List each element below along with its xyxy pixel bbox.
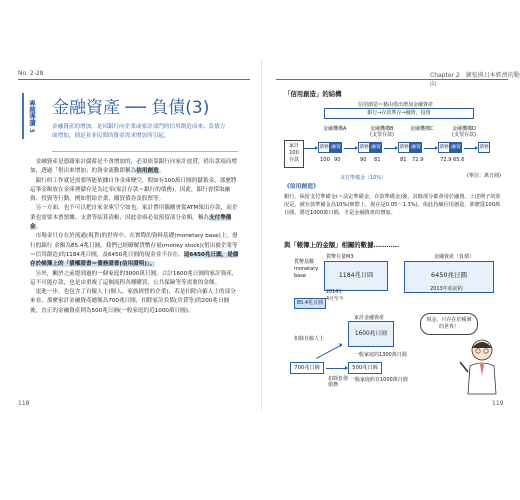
paragraph-tail: 。 — [35, 224, 42, 231]
flow-arrow — [304, 148, 316, 149]
section1-title: 「信用創造」的結構 — [284, 90, 342, 98]
body-text — [30, 158, 240, 316]
base-label: 貨幣基數 monetary base — [294, 259, 319, 279]
page-title: 金融資產 ── 負債(3) — [52, 98, 210, 118]
flow-arrow — [464, 148, 476, 149]
stage-box-c-loan: 融資 — [410, 142, 422, 153]
deduct1-label: 扣除自僱人士 — [294, 336, 325, 342]
deduct2-label: 扣除負債 債務 — [328, 376, 349, 388]
diagram1-top-label: 信用創造＝藉由借出增加金融資產 — [358, 102, 434, 108]
reserve-label: 支付準備金（10%） — [340, 175, 387, 181]
header-rule — [276, 79, 508, 80]
m3-label: 貨幣存量M3 — [326, 254, 354, 260]
stage-value: 90 — [334, 157, 341, 163]
stage-value: 81 — [374, 157, 381, 163]
paragraph-text: 銀行的工作就是需要所能依據自身金庫變空，假如有100萬日圓的儲蓄金，那麼將這筆金額放在金庫裡儲存是為比率(家計存款＝銀行的債務)，因此，銀行會採取融資、投資等行動，例如借給企業、購買債券及股票等。 — [30, 177, 237, 203]
header-rule — [18, 79, 250, 80]
flow-arrow — [326, 368, 346, 369]
page-header-right: Chapter 2 擴張與日本經濟的動向 — [430, 72, 520, 88]
paragraph-text: 市場金只存在於流通(現貨)的世界中。在實際的資料基礎(monetary base)上，發行的銀行 金額為85.4兆日圓，我們已經瞭解貨幣存量(money stock)(借出被企業等＝信用創造)的1184兆日圓，及6450兆日圓的現金並不存在。 — [30, 233, 238, 258]
stage-box-d-loan: 融資 — [450, 142, 462, 153]
presenter-illustration — [458, 336, 508, 396]
divider — [52, 151, 238, 152]
highlighted-term: 這6450兆日圓，是儲存於帳簿上的「債權證書＝債務證書(信用證明)」。 — [30, 251, 239, 268]
page-number-right: 119 — [492, 400, 504, 407]
note-text: 銀行，保留支付準備金(＝法定準備金，存款準備金)後，其餘部分都會用於融資。上述例子的狀況是，被存款準備金為10%(實際上，現在是0.05～1.3%)，依此持續信用創造，那麼從100萬日圓，將近1000萬日圓，才是金融資產的增加。 — [284, 194, 501, 217]
paragraph-text: 另外，關於之前提到過的一個家庭的3000萬日圓，合計1600兆日圓的家計資產，這不可能存款，也是由重複了這個流程各種購買、公共保險等等需要的金額。 — [30, 270, 238, 286]
flow-arrow — [384, 148, 396, 149]
highlighted-term: 支付準備金 — [30, 214, 232, 231]
flow-arrow — [316, 345, 341, 359]
stage-box-b-deposit: 債務 — [358, 142, 370, 153]
household-asset-label: 家計金融資產 — [354, 315, 385, 321]
paragraph-text: 另一方面，也不可以把自家金庫空空如也。家計費用偶爾會從ATM領出存款，而企業也需要本票票據、支票等結算清帳，因此金庫必須預留部分金額，稱為 — [30, 205, 238, 221]
stage-box-b-loan: 融資 — [370, 142, 382, 153]
finance-value: 6450兆日圓 — [430, 271, 468, 279]
stage-value: 72.9 — [412, 157, 424, 163]
body-paragraph — [30, 158, 240, 177]
institution-label-b: 金融機構B — [370, 126, 394, 132]
diagram1-flow-label: 銀行→存款準存→融資，投資 — [324, 108, 474, 119]
stage-value: 100 — [320, 157, 330, 163]
finance-label: 金融資產（負債） — [434, 254, 475, 260]
page-header-left: No. 2-28 — [18, 70, 44, 77]
stage-value: 72.9 — [440, 157, 452, 163]
stage-value: 65.6 — [453, 157, 465, 163]
side-tag: 專題導讀 3 — [22, 93, 38, 139]
m3-box: 1184兆日圓 — [324, 261, 388, 291]
institution-sublabel-d: (支票存款) — [452, 132, 476, 138]
base-date: 2014年 4月至今 — [326, 290, 344, 302]
stage-value: 90 — [360, 157, 367, 163]
intro-text: 金融資產的增加，是因銀行向企業或家計部門的信用創造而來；負債方面增加，則是並非民間的資金需求增加所引起。 — [52, 124, 226, 139]
institution-sublabel-b: (支票存款) — [370, 132, 394, 138]
speech-bubble: 現金，只存在於帳簿的世界！ — [420, 313, 478, 335]
body-paragraph — [30, 232, 240, 269]
v500-box: 500兆日圓 — [348, 362, 382, 374]
stage-value: 81 — [400, 157, 407, 163]
household-box — [284, 140, 304, 168]
base-box: 85.4兆日圓 — [294, 298, 326, 309]
body-paragraph — [30, 270, 240, 289]
body-paragraph — [30, 204, 240, 232]
v700-box: 700兆日圓 — [290, 362, 324, 374]
stage-box-c-deposit: 債務 — [398, 142, 410, 153]
body-paragraph — [30, 288, 240, 316]
stage-box-a-loan: 融資 — [330, 142, 342, 153]
household-asset-box: 1600兆日圓 — [348, 321, 394, 347]
note-title: 《信用創造》 — [284, 184, 319, 190]
paragraph-text: 金融資產是憑藉家計儲蓄是不會增加的，必須依靠銀行向家計放貸，借出款項而增加，透過「借出來增加」的資金流動即稱為 — [30, 159, 237, 175]
page-number-left: 118 — [18, 400, 30, 407]
deduct1-note: 一般家庭的1300萬日圓 — [354, 352, 407, 358]
highlighted-term: 信用創造 — [136, 168, 159, 175]
stage-box-e-deposit: 債務 — [478, 142, 490, 153]
paragraph-tail: 。 — [158, 168, 165, 175]
institution-label-c: 金融機構C — [410, 126, 434, 132]
unit-label: (單位：萬日圓) — [467, 173, 501, 179]
stage-box-d-deposit: 債務 — [438, 142, 450, 153]
household-label: 家計 — [288, 143, 299, 149]
institution-label-d: 金融機構D — [452, 126, 476, 132]
body-paragraph — [30, 177, 240, 205]
stage-box-a-deposit: 債務 — [318, 142, 330, 153]
right-page — [262, 0, 520, 500]
household-value: 100 存款 — [288, 150, 299, 163]
flow-arrow — [424, 148, 436, 149]
flow-arrow — [344, 148, 356, 149]
institution-label-a: 金融機構A — [323, 126, 347, 132]
paragraph-text: 更進一步，也包含了自僱人士(個人、家族經營的企業)，若是扣除自僱人士的部分來看，那麼家計金融資產總額為700兆日圓，扣除家計負債(房貸等)的200兆日圓後，直正的金融資產則為500兆日圓(一般家庭約近1000萬日圓)。 — [30, 289, 236, 314]
finance-date: 2013年底前約 — [430, 286, 463, 292]
section2-title: 與「帳簿上的金額」相關的數據………… — [284, 241, 400, 249]
deduct2-note: 一般家庭約有1000萬日圓 — [350, 377, 408, 383]
